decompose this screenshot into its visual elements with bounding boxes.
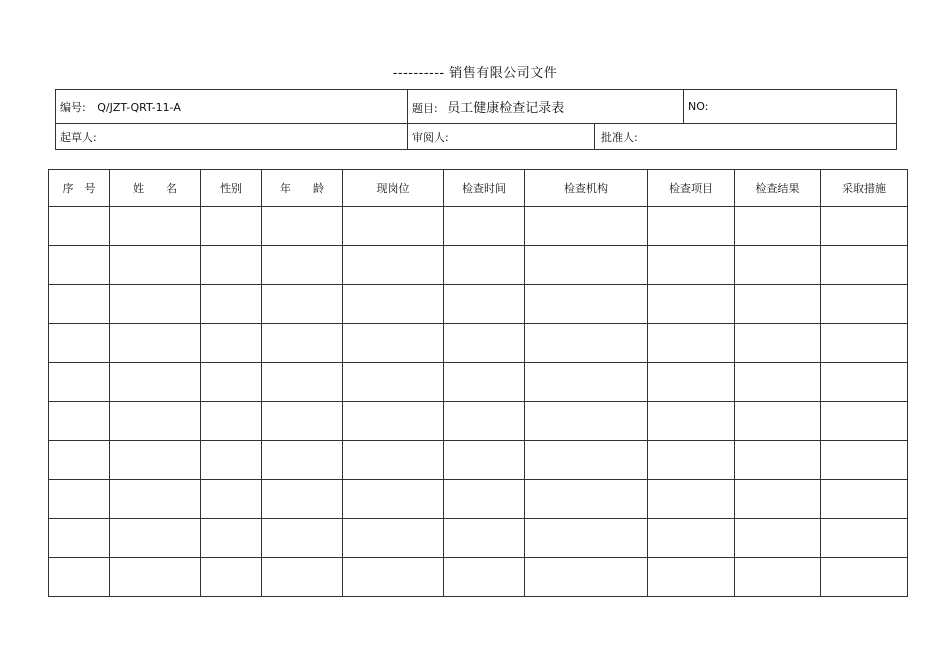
code-value: Q/JZT-QRT-11-A <box>97 100 181 114</box>
table-cell <box>735 558 821 597</box>
table-cell <box>201 519 262 558</box>
table-cell <box>110 363 201 402</box>
col-header-check-result: 检查结果 <box>735 170 821 207</box>
table-cell <box>648 285 735 324</box>
table-cell <box>444 324 525 363</box>
table-cell <box>444 441 525 480</box>
table-cell <box>343 480 444 519</box>
drafter-cell <box>56 124 408 150</box>
table-cell <box>262 441 343 480</box>
table-cell <box>444 246 525 285</box>
table-cell <box>201 285 262 324</box>
subject-value: 员工健康检查记录表 <box>447 101 565 116</box>
approver-cell <box>595 124 896 149</box>
table-cell <box>821 519 908 558</box>
table-cell <box>821 363 908 402</box>
col-header-name: 姓 名 <box>110 170 201 207</box>
code-cell <box>56 90 408 124</box>
table-cell <box>262 207 343 246</box>
table-cell <box>49 363 110 402</box>
table-cell <box>735 441 821 480</box>
table-row <box>49 558 908 597</box>
table-cell <box>735 324 821 363</box>
col-header-serial: 序 号 <box>49 170 110 207</box>
table-cell <box>110 285 201 324</box>
no-cell <box>684 90 897 124</box>
table-cell <box>110 441 201 480</box>
table-cell <box>648 480 735 519</box>
table-cell <box>343 207 444 246</box>
table-cell <box>343 246 444 285</box>
table-cell <box>444 480 525 519</box>
table-cell <box>648 324 735 363</box>
table-cell <box>525 246 648 285</box>
table-cell <box>343 519 444 558</box>
table-cell <box>525 402 648 441</box>
table-cell <box>444 519 525 558</box>
table-cell <box>444 363 525 402</box>
table-cell <box>343 324 444 363</box>
table-cell <box>821 402 908 441</box>
table-cell <box>49 558 110 597</box>
table-cell <box>821 207 908 246</box>
table-cell <box>444 558 525 597</box>
col-header-check-items: 检查项目 <box>648 170 735 207</box>
table-cell <box>648 558 735 597</box>
table-row <box>49 363 908 402</box>
table-row <box>49 402 908 441</box>
no-label: NO: <box>688 100 709 113</box>
table-cell <box>821 480 908 519</box>
table-cell <box>648 246 735 285</box>
table-cell <box>262 363 343 402</box>
table-row <box>49 324 908 363</box>
table-cell <box>110 207 201 246</box>
table-cell <box>49 441 110 480</box>
col-header-check-time: 检查时间 <box>444 170 525 207</box>
reviewer-approver-cell <box>408 124 897 150</box>
table-cell <box>201 207 262 246</box>
table-cell <box>735 519 821 558</box>
drafter-label: 起草人: <box>60 130 97 144</box>
table-cell <box>110 480 201 519</box>
table-cell <box>735 285 821 324</box>
table-cell <box>49 285 110 324</box>
table-cell <box>735 480 821 519</box>
table-cell <box>343 441 444 480</box>
table-cell <box>648 207 735 246</box>
col-header-gender: 性别 <box>201 170 262 207</box>
code-label: 编号: <box>60 100 86 114</box>
col-header-check-institution: 检查机构 <box>525 170 648 207</box>
table-cell <box>110 519 201 558</box>
table-cell <box>262 480 343 519</box>
table-cell <box>735 246 821 285</box>
table-cell <box>201 363 262 402</box>
table-cell <box>525 207 648 246</box>
reviewer-cell <box>408 124 595 149</box>
table-cell <box>735 207 821 246</box>
table-cell <box>525 363 648 402</box>
table-cell <box>49 402 110 441</box>
subject-cell <box>408 90 684 124</box>
table-row <box>49 246 908 285</box>
table-cell <box>49 324 110 363</box>
table-cell <box>821 285 908 324</box>
table-cell <box>525 441 648 480</box>
table-cell <box>343 558 444 597</box>
col-header-age: 年 龄 <box>262 170 343 207</box>
table-cell <box>648 363 735 402</box>
col-header-position: 现岗位 <box>343 170 444 207</box>
table-cell <box>110 402 201 441</box>
table-cell <box>262 519 343 558</box>
table-cell <box>735 363 821 402</box>
table-cell <box>49 519 110 558</box>
approver-label: 批准人: <box>601 130 638 144</box>
table-cell <box>525 480 648 519</box>
table-cell <box>262 285 343 324</box>
table-cell <box>201 246 262 285</box>
table-cell <box>821 558 908 597</box>
table-cell <box>262 558 343 597</box>
table-cell <box>49 246 110 285</box>
table-cell <box>49 207 110 246</box>
table-cell <box>525 324 648 363</box>
table-cell <box>201 402 262 441</box>
table-cell <box>735 402 821 441</box>
table-cell <box>343 363 444 402</box>
table-cell <box>821 324 908 363</box>
table-cell <box>525 519 648 558</box>
table-cell <box>648 402 735 441</box>
table-header-row <box>49 170 908 207</box>
table-row <box>49 207 908 246</box>
table-cell <box>525 285 648 324</box>
table-cell <box>262 246 343 285</box>
table-cell <box>821 441 908 480</box>
subject-label: 题目: <box>412 102 438 115</box>
table-body <box>49 207 908 597</box>
col-header-measures: 采取措施 <box>821 170 908 207</box>
table-cell <box>343 285 444 324</box>
table-cell <box>201 558 262 597</box>
document-info-table <box>55 89 897 150</box>
health-check-table <box>48 169 908 597</box>
table-row <box>49 519 908 558</box>
table-cell <box>110 558 201 597</box>
table-cell <box>648 441 735 480</box>
table-cell <box>262 324 343 363</box>
table-row <box>49 285 908 324</box>
company-title: ---------- 销售有限公司文件 <box>392 66 558 81</box>
table-cell <box>525 558 648 597</box>
table-cell <box>49 480 110 519</box>
table-cell <box>110 324 201 363</box>
table-cell <box>262 402 343 441</box>
table-cell <box>110 246 201 285</box>
table-row <box>49 480 908 519</box>
table-cell <box>201 441 262 480</box>
table-row <box>49 441 908 480</box>
table-cell <box>444 285 525 324</box>
table-cell <box>444 402 525 441</box>
table-cell <box>201 480 262 519</box>
table-cell <box>343 402 444 441</box>
table-cell <box>648 519 735 558</box>
table-cell <box>444 207 525 246</box>
table-cell <box>201 324 262 363</box>
table-cell <box>821 246 908 285</box>
reviewer-label: 审阅人: <box>412 130 449 144</box>
